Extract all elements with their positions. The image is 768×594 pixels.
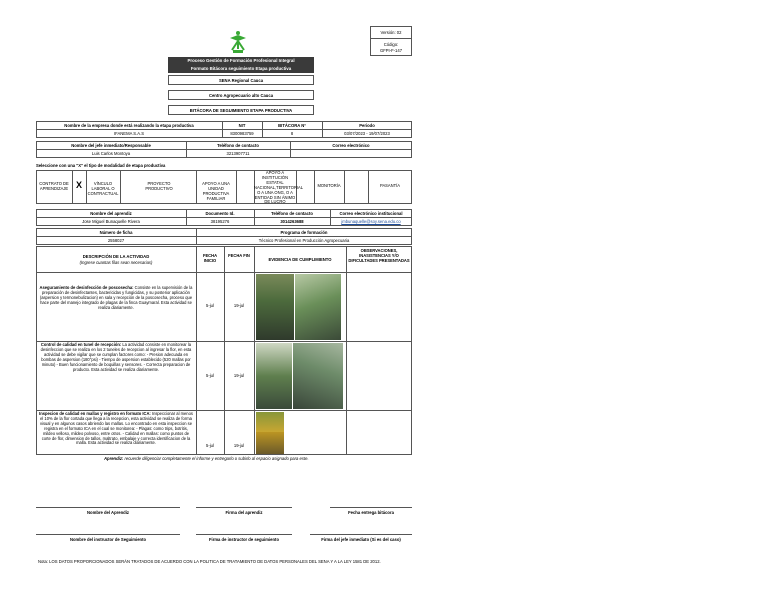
bitacora-number-header: BITÁCORA Nº: [278, 123, 306, 128]
activity-row-3-end: 19-jul: [233, 443, 245, 448]
regional-label: SENA Regional Cauca: [218, 78, 264, 83]
privacy-note: Nota: LOS DATOS PROPORCIONADOS SERÁN TRATADOS DE ACUERDO CON LA POLITICA DE TRATAMIENTO DE DATOS PERSONALES DEL SENA Y A LA LEY 1581 DE 2012.: [38, 559, 381, 564]
center-label: Centro Agropecuario alto Cauca: [208, 93, 274, 98]
period-value: 03/07/2023 - 19/07/2023: [344, 131, 390, 136]
ficha-header: Número de ficha: [99, 230, 133, 235]
bitacora-title: BITÁCORA DE SEGUIMIENTO ETAPA PRODUCTIVA: [189, 108, 293, 113]
reminder-text: Aprendiz: recuerde diligenciar completamente el informe y entregarlo o subirlo al espacio asignado para este.: [104, 456, 309, 461]
nit-header: NIT: [238, 123, 246, 128]
code-value: GFPI-F-147: [379, 48, 403, 53]
end-date-header: FECHA FIN: [228, 253, 250, 258]
evidence-photo-2a: [256, 343, 292, 409]
nit-value: 8300983759: [230, 131, 254, 136]
activity-row-2-start: 5-jul: [206, 373, 214, 378]
modality-labor-link: VÍNCULO LABORAL O CONTRACTUAL: [87, 181, 119, 196]
activity-row-1-desc: Aseguramiento de desinfección de poscosecha: Consiste en la supervisión de la preparación de desinfectantes, bactericidas y fungicidas, y su posterior aplicación (aspersion y termonebulizacion) en sala y recepción de la poscosecha, proceso que hace parte del manejo integrado de plagas de la finca Guaymaral. Esta actividad se realiza diariamente.: [39, 285, 193, 310]
evidence-photo-1a: [256, 274, 294, 340]
boss-name-header: Nombre del jefe inmediato/Responsable: [71, 143, 151, 148]
delivery-date: Fecha entrega bitácora: [348, 510, 394, 515]
apprentice-signature: Firma del aprendiz: [225, 510, 263, 515]
program-header: Programa de formación: [280, 230, 328, 235]
apprentice-email-header: Correo electrónico institucional: [339, 211, 403, 216]
start-date-header: FECHA INICIO: [202, 253, 218, 263]
apprentice-phone: 3014263688: [280, 219, 304, 224]
version-label: Versión: 02: [380, 30, 402, 35]
boss-name: Luis Carlos Montoya: [91, 151, 131, 156]
format-title: Formato Bitácora seguimiento Etapa productiva: [168, 65, 314, 73]
evidence-photo-3b: [256, 412, 284, 432]
process-title: Proceso Gestión de Formación Profesional Integral: [168, 57, 314, 65]
modality-monitoring: MONITORÍA: [317, 183, 341, 188]
company-name-header: Nombre de la empresa donde está realizando la etapa productiva: [64, 123, 194, 128]
modality-state-institution: APOYO A INSTITUCIÓN ESTATAL NACIONAL,TERRITORIAL O A UNA ONG, O A ENTIDAD SIN ÁNIMO DE LUCRO: [254, 170, 304, 205]
instructor-name-signature: Nombre del instructor de Seguimiento: [69, 537, 147, 542]
activity-row-3-desc: Inspecion de calidad en mallas y registro en formato ICA: Inspeccionar al menos el 10% de la flor cortada que llega a la recepcion, esta actividad se realiza de forma visual y en algunos casos abriendo las mallas. Lo encontrado en esta inspeccion se registra en el formato ICA en el cual se monitorea: - Plagas: como trips, botritis, mildeo velloso, mildeo polvoso, entre otros. - Calidad en mallas: como puntos de corte de flor, dimension de tallos, maltrato, embalaje y correcta identificacion de la malla. Esta actividad se realiza diariamente.: [39, 411, 193, 446]
modality-prompt: Seleccione con una "X" el tipo de modalidad de etapa productiva: [36, 163, 166, 168]
evidence-photo-2b: [293, 343, 343, 409]
activity-row-1-end: 19-jul: [233, 303, 245, 308]
bitacora-number: 8: [290, 131, 294, 136]
activity-row-1-start: 5-jul: [206, 303, 214, 308]
boss-signature: Firma del jefe inmediato (Si es del caso): [321, 537, 401, 542]
boss-email-header: Correo electrónico: [332, 143, 370, 148]
apprentice-email-link[interactable]: jmbunaquelle@soy.sena.edu.co: [341, 219, 401, 224]
apprentice-name: Jose Miguel Bunaquelle Rivera: [82, 219, 140, 224]
sena-logo: [226, 30, 250, 54]
company-name: IFANEMA S.A.S: [113, 131, 145, 136]
apprentice-name-signature: Nombre del Aprendiz: [87, 510, 129, 515]
apprentice-doc-header: Documento Id.: [205, 211, 235, 216]
instructor-signature: Firma de instructor de seguimiento: [208, 537, 280, 542]
period-header: Periodo: [359, 123, 375, 128]
apprentice-doc: 38195276: [210, 219, 230, 224]
evidence-photo-1b: [295, 274, 341, 340]
program-value: Técnico Profesional en Producción Agropecuaria: [258, 238, 350, 243]
apprentice-phone-header: Teléfono de contacto: [271, 211, 313, 216]
activity-row-3-start: 5-jul: [206, 443, 214, 448]
boss-phone-header: Teléfono de contacto: [217, 143, 259, 148]
ficha-value: 2558027: [107, 238, 125, 243]
activity-row-2-desc: Control de calidad en tunel de recepción: La actividad consiste en monitorear la desinfeccion que se realiza en los 2 tuneles de recepcion al ingresar la flor, en esta actividad se debe vigilar que se cumplan factores como: - Presion adecuada en bombas de aspersion (180°psi) - Tiempo de aspersion establecido (520 mallas por minuto) - Buen funcionamiento de boquillas y sensores. - Correcta preparacion de producto. Esta actividad se realiza diariamente.: [40, 342, 192, 372]
modality-productive-project: PROYECTO PRODUCTIVO: [145, 181, 173, 191]
modality-apprenticeship: CONTRATO DE APRENDIZAJE: [39, 181, 69, 191]
observations-header: OBSERVACIONES, INASISTENCIAS Y/O DIFICULTADES PRESENTADAS: [348, 248, 410, 263]
desc-header: DESCRIPCIÓN DE LA ACTIVIDAD: [82, 254, 150, 259]
activity-row-2-end: 19-jul: [233, 373, 245, 378]
desc-subheader: (Ingrese cuantas filas sean necesarias): [79, 260, 153, 265]
boss-phone: 3213907711: [226, 151, 250, 156]
modality-internship: PASANTÍA: [380, 183, 400, 188]
apprentice-name-header: Nombre del aprendiz: [90, 211, 132, 216]
modality-family-unit: APOYO A UNA UNIDAD PRODUCTIVA FAMILIAR: [202, 181, 230, 201]
code-label: Código:: [383, 42, 399, 47]
modality-mark: X: [75, 180, 82, 190]
evidence-header: EVIDENCIA DE CUMPLIMIENTO: [268, 257, 332, 262]
sena-logo-icon: [226, 30, 250, 54]
